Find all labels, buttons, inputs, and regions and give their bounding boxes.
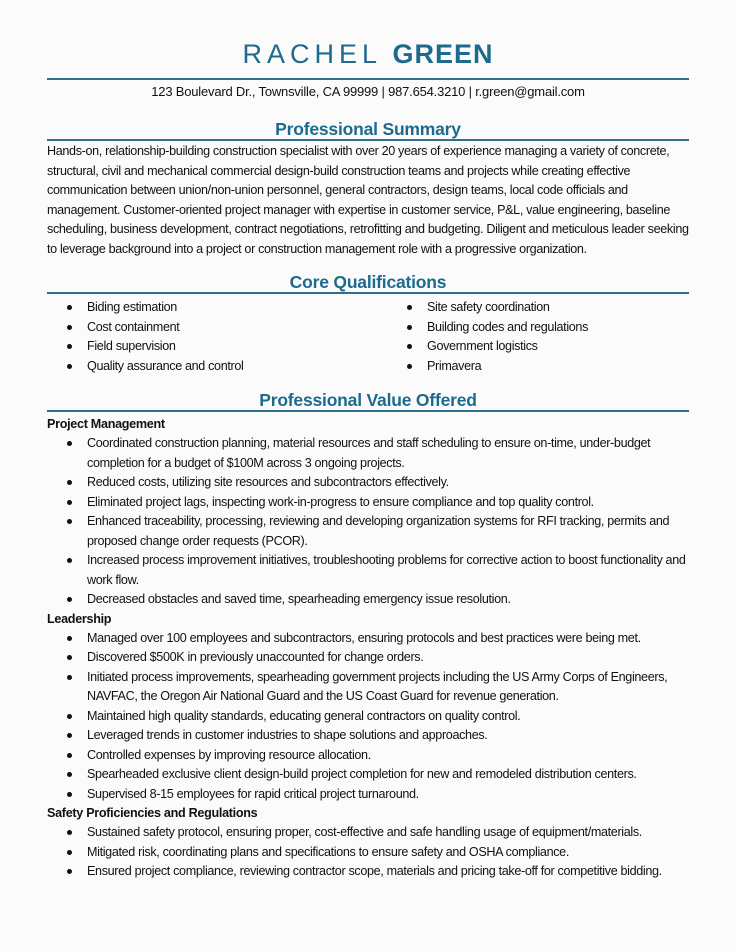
list-item: Managed over 100 employees and subcontractors, ensuring protocols and best practices were being met. [47,629,689,649]
subheading-safety: Safety Proficiencies and Regulations [47,806,258,820]
bullet-icon [67,675,72,680]
bullet-icon [67,500,72,505]
subheading-leadership: Leadership [47,611,112,626]
section-title-value-offered: Professional Value Offered [259,390,477,410]
bullet-icon [67,480,72,485]
core-qualifications [47,298,689,376]
bullet-icon [67,441,72,446]
bullet-icon [67,753,72,758]
bullet-icon [67,714,72,719]
bullet-icon [67,792,72,797]
summary-divider [47,139,689,141]
candidate-name [47,38,689,70]
subheading-project-management: Project Management [47,417,165,431]
bullet-icon [67,364,72,369]
bullet-icon [67,636,72,641]
list-item: Decreased obstacles and saved time, spearheading emergency issue resolution. [47,590,689,610]
list-item: Building codes and regulations [387,318,588,338]
list-item: Coordinated construction planning, material resources and staff scheduling to ensure on-time, under-budget completion for a budget of $100M across 3 ongoing projects. [47,434,689,473]
safety-list [47,823,689,882]
list-item: Spearheaded exclusive client design-build project completion for new and remodeled distribution centers. [47,765,689,785]
value-divider [47,410,689,412]
bullet-icon [407,344,412,349]
bullet-icon [67,305,72,310]
bullet-icon [67,830,72,835]
list-item: Eliminated project lags, inspecting work-in-progress to ensure compliance and top quality control. [47,493,689,513]
summary-text: Hands-on, relationship-building construction specialist with over 20 years of experience managing a variety of concrete, structural, civil and mechanical commercial design-build construction teams and projects while creating effective communication between union/non-union personnel, general contractors, design teams, local code officials and management. Customer-oriented project manager with expertise in customer service, P&L, value engineering, baseline scheduling, business development, contract negotiations, retrofitting and budgeting. Diligent and meticulous leader seeking to leverage background into a project or construction management role with a progressive organization. [47,144,689,256]
bullet-icon [67,733,72,738]
bullet-icon [67,558,72,563]
list-item: Field supervision [47,337,387,357]
bullet-icon [67,325,72,330]
bullet-icon [407,364,412,369]
bullet-icon [67,850,72,855]
first-name: RACHEL [242,39,382,69]
list-item: Maintained high quality standards, educating general contractors on quality control. [47,707,689,727]
list-item: Primavera [387,357,588,377]
list-item: Initiated process improvements, spearheading government projects including the US Army Corps of Engineers, NAVFAC, the Oregon Air National Guard and the US Coast Guard for revenue generation. [47,668,689,707]
list-item: Leveraged trends in customer industries to shape solutions and approaches. [47,726,689,746]
list-item: Controlled expenses by improving resource allocation. [47,746,689,766]
bullet-icon [67,655,72,660]
resume-page [47,0,689,882]
core-list-left [47,298,387,376]
list-item: Quality assurance and control [47,357,387,377]
header-divider [47,78,689,80]
contact-info: 123 Boulevard Dr., Townsville, CA 99999 | 987.654.3210 | r.green@gmail.com [151,84,585,99]
list-item: Enhanced traceability, processing, reviewing and developing organization systems for RFI tracking, permits and proposed change order requests (PCOR). [47,512,689,551]
list-item: Increased process improvement initiatives, troubleshooting problems for corrective action to boost functionality and work flow. [47,551,689,590]
list-item: Discovered $500K in previously unaccounted for change orders. [47,648,689,668]
bullet-icon [67,344,72,349]
bullet-icon [67,772,72,777]
list-item: Site safety coordination [387,298,588,318]
value-offered [47,415,689,882]
list-item: Supervised 8-15 employees for rapid critical project turnaround. [47,785,689,805]
section-title-summary: Professional Summary [275,119,461,139]
list-item: Mitigated risk, coordinating plans and specifications to ensure safety and OSHA compliance. [47,843,689,863]
bullet-icon [407,325,412,330]
list-item: Sustained safety protocol, ensuring proper, cost-effective and safe handling usage of equipment/materials. [47,823,689,843]
bullet-icon [67,597,72,602]
bullet-icon [67,519,72,524]
list-item: Cost containment [47,318,387,338]
bullet-icon [67,869,72,874]
leadership-list [47,629,689,805]
last-name: GREEN [392,39,494,69]
core-divider [47,292,689,294]
section-title-core-qualifications: Core Qualifications [289,272,447,292]
core-list-right [387,298,588,376]
list-item: Biding estimation [47,298,387,318]
project-management-list [47,434,689,610]
list-item: Government logistics [387,337,588,357]
list-item: Ensured project compliance, reviewing contractor scope, materials and pricing take-off for competitive bidding. [47,862,689,882]
list-item: Reduced costs, utilizing site resources and subcontractors effectively. [47,473,689,493]
bullet-icon [407,305,412,310]
